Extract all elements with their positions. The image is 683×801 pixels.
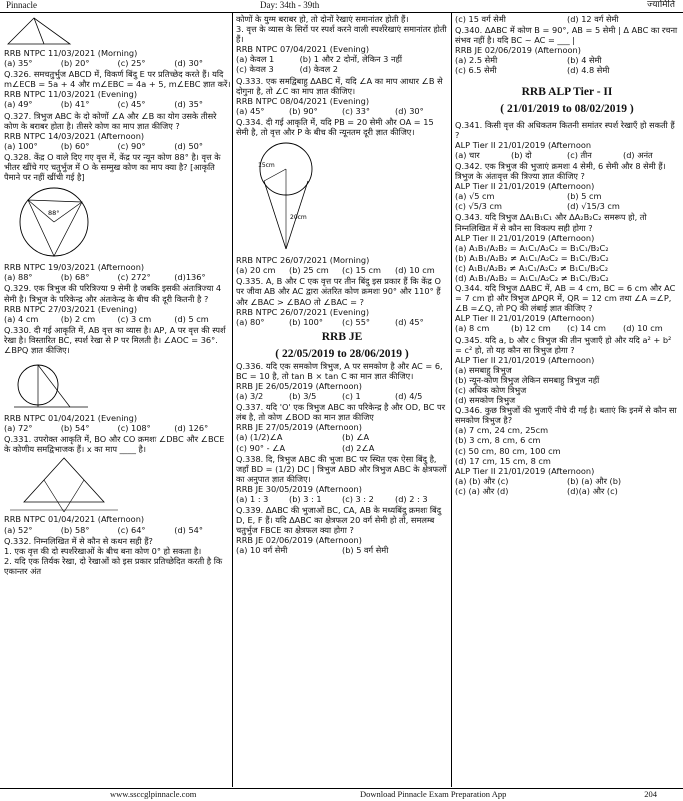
question-328: Q.328. केंद्र O वाले दिए गए वृत्त में, केंद्र पर न्यून कोण 88° है। वृत्त के भीतर खींचे गए चतुर्भुज में O के सम्मुख कोण का माप क्या है? [आकृति पैमाने पर नहीं खींची गई है]: [4, 151, 221, 183]
option[interactable]: (a) 10 वर्ग सेमी: [236, 545, 288, 556]
option[interactable]: (a) 3/2: [236, 391, 264, 402]
option[interactable]: (d) 50°: [174, 140, 203, 151]
question-345: Q.345. यदि a, b और c त्रिभुज की तीन भुजाएँ हो और यदि a² + b² = c² हो, तो यह कौन सा त्रिभुज होगा ?: [455, 334, 672, 355]
option[interactable]: (b) 60°: [60, 140, 90, 151]
source: ALP Tier II 21/01/2019 (Afternoon): [455, 354, 595, 365]
question-336: Q.336. यदि एक समकोण त्रिभुज, A पर समकोण है और AC = 6, BC = 10 है, तो tan B × tan C का मान ज्ञात कीजिए।: [236, 360, 443, 381]
statement: (a) 7 cm, 24 cm, 25cm: [455, 425, 549, 436]
options: [236, 432, 448, 452]
source: RRB NTPC 19/03/2021 (Afternoon): [4, 262, 145, 273]
option[interactable]: (c) 108°: [117, 423, 151, 434]
options: [455, 150, 679, 160]
options: [455, 476, 679, 496]
options: [236, 391, 448, 401]
question-329: Q.329. एक त्रिभुज की परित्रिज्या 9 सेमी है जबकि इसकी अंतःत्रिज्या 4 सेमी है। त्रिभुज के परिकेन्द्र और अंतःकेन्द्र के बीच की दूरी कितनी है ?: [4, 283, 222, 304]
section-title: RRB ALP Tier - II: [521, 85, 613, 98]
question-340: Q.340. ΔABC में कोण B = 90°, AB = 5 सेमी | Δ ABC का रचना संभव नहीं है। यदि BC ~ AC = ___ |: [455, 25, 678, 46]
option[interactable]: (a) (1/2)∠A: [236, 432, 283, 443]
option[interactable]: (d) 4.8 सेमी: [567, 65, 610, 76]
question-339: Q.339. ΔABC की भुजाओं BC, CA, AB के मध्यबिंदु क्रमशः बिंदु D, E, F हैं। यदि ΔABC का क्षेत्रफल 20 वर्ग सेमी हो तो, समलम्ब चतुर्भुज FBCE का क्षेत्रफल क्या होगा ?: [236, 505, 442, 536]
options: [236, 545, 448, 555]
option[interactable]: (a) 80°: [236, 316, 265, 327]
option[interactable]: (d) A₁B₁/A₂B₂ = A₁C₁/A₂C₂ ≠ B₁C₁/B₂C₂: [455, 272, 609, 283]
option[interactable]: (b) 3 : 1: [289, 494, 322, 504]
options: [236, 265, 448, 275]
footer-app-note: Download Pinnacle Exam Preparation App: [360, 789, 507, 799]
option[interactable]: (a) केवल 1: [236, 54, 275, 65]
source: RRB NTPC 01/04/2021 (Evening): [4, 413, 138, 424]
option[interactable]: (a) समबाहु त्रिभुज: [455, 364, 512, 375]
statement: (b) 3 cm, 8 cm, 6 cm: [455, 435, 541, 446]
question-335: Q.335. A, B और C एक वृत्त पर तीन बिंदु इस प्रकार हैं कि केंद्र O पर जीवा AB और AC द्वारा अंतरित कोण क्रमशः 90° और 110° हैं और ∠BAC > ∠BAO तो ∠BAC = ?: [236, 276, 441, 307]
option[interactable]: (b) 4 सेमी: [567, 55, 602, 66]
header-day: Day: 34th - 39th: [260, 0, 320, 10]
source: RRB NTPC 14/03/2021 (Afternoon): [4, 130, 145, 141]
q325-figure: [4, 14, 74, 48]
question-337: Q.337. यदि 'O' एक त्रिभुज ABC का परिकेन्द्र है और OD, BC पर लंब है, तो कोण ∠BOD का मान ज्ञात कीजिए: [236, 402, 446, 423]
option[interactable]: (b) (a) और (b): [567, 475, 622, 486]
options: [455, 14, 679, 24]
header-brand: Pinnacle: [6, 0, 37, 10]
options: [455, 243, 679, 283]
option[interactable]: (a) 35°: [4, 58, 33, 69]
source: ALP Tier II 21/01/2019 (Afternoon): [455, 313, 595, 324]
option[interactable]: (b) 41°: [60, 99, 90, 110]
option[interactable]: (c) 272°: [117, 272, 151, 283]
option[interactable]: (a) 2.5 सेमी: [455, 55, 498, 66]
option[interactable]: (d) अनंत: [623, 149, 653, 160]
options: [236, 317, 448, 327]
question-334: Q.334. दी गई आकृति में, यदि PB = 20 सेमी और OA = 15 सेमी है, तो वृत्त और P के बीच की न्यूनतम दूरी ज्ञात कीजिए।: [236, 116, 434, 138]
option[interactable]: (d) 2 : 3: [395, 494, 428, 504]
fig-label: 15cm: [258, 162, 275, 170]
question-346: Q.346. कुछ त्रिभुजों की भुजाएँ नीचे दी गई है। बताएं कि इनमें से कौन सा समकोण त्रिभुज है?: [455, 405, 677, 426]
option[interactable]: (d) 12 वर्ग सेमी: [567, 14, 619, 24]
source: RRB JE 26/05/2019 (Afternoon): [236, 380, 362, 391]
options: [236, 106, 448, 116]
question-330: Q.330. दी गई आकृति में, AB वृत्त का व्यास है। AP, A पर वृत्त की स्पर्श रेखा है। विस्तारित BC, स्पर्श रेखा से P पर मिलती है। ∠AOC = 36°. ∠BPQ ज्ञात कीजिए।: [4, 324, 226, 355]
q334-figure: [236, 137, 346, 255]
option[interactable]: (c) 3 cm: [117, 313, 152, 324]
statement: 3. वृत्त के व्यास के सिरों पर स्पर्श करने वाली स्पर्शरेखाएं समानांतर होती हैं।: [236, 24, 447, 45]
option[interactable]: (d) 4/5: [395, 391, 423, 402]
option[interactable]: (b) 1 और 2 दोनों, लेकिन 3 नहीं: [299, 54, 403, 65]
option[interactable]: (b) 90°: [289, 105, 318, 116]
header-topic: ज्यामिति: [647, 0, 675, 10]
option[interactable]: (c) (a) और (d): [455, 485, 509, 496]
options: [455, 323, 679, 333]
source: ALP Tier II 21/01/2019 (Afternoon: [455, 139, 592, 150]
statement-continued: कोणों के युग्म बराबर हो, तो दोनों रेखाएं समानांतर होती हैं।: [236, 14, 409, 24]
option[interactable]: (a) 88°: [4, 272, 33, 283]
option[interactable]: (b) दो: [511, 149, 532, 160]
q331-figure: [4, 454, 124, 514]
question-338: Q.338. दि, त्रिभुज ABC की भुजा BC पर स्थित एक ऐसा बिंदु है, जहाँ BD = (1/2) DC | त्रिभुज ABD और त्रिभुज ABC के क्षेत्रफलों का अनुपात ज्ञात कीजिए।: [236, 453, 447, 484]
section-title: RRB JE: [321, 330, 363, 343]
option[interactable]: (b) 5 cm: [567, 191, 602, 202]
source: RRB NTPC 26/07/2021 (Morning): [236, 255, 370, 266]
options: [236, 54, 448, 74]
question-344: Q.344. यदि त्रिभुज ΔABC में, AB = 4 cm, BC = 6 cm और AC = 7 cm हो और त्रिभुज ΔPQR में, QR = 12 cm तथा ∠A =∠P, ∠B =∠Q, तो PQ की लंबाई ज्ञात कीजिए ?: [455, 283, 676, 314]
column-divider: [232, 13, 233, 787]
option[interactable]: (b) न्यून-कोण त्रिभुज लेकिन समबाहु त्रिभुज नहीं: [455, 374, 600, 385]
footer-website[interactable]: www.ssccglpinnacle.com: [110, 789, 197, 799]
option[interactable]: (c) 55°: [342, 316, 371, 327]
options: [4, 272, 231, 282]
option[interactable]: (c) 45°: [117, 99, 146, 110]
statement: (d) 17 cm, 15 cm, 8 cm: [455, 455, 551, 466]
statement-list: [455, 425, 679, 465]
q328-circle-figure: [4, 182, 114, 262]
option[interactable]: (c) 6.5 सेमी: [455, 65, 497, 76]
options: [4, 141, 231, 151]
option[interactable]: (c) केवल 3: [236, 64, 274, 75]
option[interactable]: (d) √15/3 cm: [567, 201, 620, 212]
question-332: Q.332. निम्नलिखित में से कौन से कथन सही हैं?: [4, 535, 153, 546]
option[interactable]: (d) 45°: [395, 316, 424, 327]
options: [455, 55, 679, 75]
option[interactable]: (a) A₁B₁/A₂B₂ = A₁C₁/A₂C₂ = B₁C₁/B₂C₂: [455, 242, 609, 253]
option[interactable]: (b) 100°: [289, 316, 323, 327]
options: [4, 525, 231, 535]
options: [4, 314, 231, 324]
statement: (c) 50 cm, 80 cm, 100 cm: [455, 445, 561, 456]
page-footer: [0, 788, 683, 801]
option[interactable]: (a) 52°: [4, 524, 33, 535]
statement: 2. यदि एक तिर्यक रेखा, दो रेखाओं को इस प्रकार प्रतिच्छेदित करती है कि एकान्तर अंत: [4, 555, 223, 576]
option[interactable]: (c) 33°: [342, 105, 371, 116]
source: RRB NTPC 27/03/2021 (Evening): [4, 303, 138, 314]
option[interactable]: (c) 64°: [117, 524, 146, 535]
source: RRB JE 30/05/2019 (Afternoon): [236, 483, 362, 494]
option[interactable]: (b) ∠A: [342, 432, 370, 443]
option[interactable]: (d) 35°: [174, 99, 203, 110]
column-1: [4, 14, 231, 786]
option[interactable]: (a) चार: [455, 149, 480, 160]
option[interactable]: (a) 20 cm: [236, 265, 276, 276]
options: [455, 365, 679, 405]
source: ALP Tier II 21/01/2019 (Afternoon): [455, 181, 595, 192]
option[interactable]: (a) 100°: [4, 140, 38, 151]
column-3: [455, 14, 679, 786]
option[interactable]: (c) 14 cm: [567, 323, 606, 334]
option[interactable]: (d) केवल 2: [299, 64, 338, 75]
options: [4, 58, 231, 68]
source: RRB NTPC 07/04/2021 (Evening): [236, 44, 370, 55]
option[interactable]: (d)136°: [174, 272, 206, 283]
option[interactable]: (b) 12 cm: [511, 323, 551, 334]
option[interactable]: (d) 2∠A: [342, 442, 375, 453]
source: RRB NTPC 26/07/2021 (Evening): [236, 306, 370, 317]
section-dates: ( 22/05/2019 to 28/06/2019 ): [275, 347, 409, 360]
option[interactable]: (d) 126°: [174, 423, 209, 434]
option[interactable]: (c) 3 : 2: [342, 494, 374, 504]
option[interactable]: (c) 15 cm: [342, 265, 381, 276]
option[interactable]: (c) 90° - ∠A: [236, 442, 286, 453]
question-342: Q.342. एक त्रिभुज की भुजाएं क्रमशः 4 सेमी, 6 सेमी और 8 सेमी हैं। त्रिभुज के अंतःवृत्त की त्रिज्या ज्ञात कीजिए ?: [455, 160, 666, 182]
source: RRB NTPC 08/04/2021 (Evening): [236, 95, 370, 106]
option[interactable]: (d) 10 cm: [623, 323, 663, 334]
statement: 1. एक वृत्त की दो स्पर्शरेखाओं के बीच बना कोण 0° हो सकता है।: [4, 545, 202, 556]
page-number: 204: [644, 789, 657, 799]
option[interactable]: (a) √5 cm: [455, 191, 495, 202]
option[interactable]: (c) 90°: [117, 140, 146, 151]
option[interactable]: (c) तीन: [567, 149, 592, 160]
option[interactable]: (b) 2 cm: [60, 313, 96, 324]
option[interactable]: (c) 1: [342, 391, 361, 402]
option[interactable]: (d)(a) और (c): [567, 485, 618, 496]
option[interactable]: (d) 54°: [174, 524, 203, 535]
option[interactable]: (a) 72°: [4, 423, 33, 434]
question-331: Q.331. उपरोक्त आकृति में, BO और CO क्रमशः ∠DBC और ∠BCE के कोणीय समद्विभाजक हैं। x का माप ____ है।: [4, 434, 225, 455]
option[interactable]: (b) 25 cm: [289, 265, 329, 276]
question-343: Q.343. यदि त्रिभुज ΔA₁B₁C₁ और ΔA₂B₂C₂ समरूप हो, तो निम्नलिखित में से कौन सा विकल्प सही होगा ?: [455, 212, 647, 233]
options: [455, 191, 679, 211]
option[interactable]: (c) 15 वर्ग सेमी: [455, 14, 506, 24]
column-2: [236, 14, 448, 786]
option[interactable]: (a) 49°: [4, 99, 33, 110]
angle-label: 88°: [48, 209, 60, 218]
option[interactable]: (a) 1 : 3: [236, 494, 269, 504]
options: [4, 423, 231, 433]
option[interactable]: (b) 54°: [60, 423, 90, 434]
source: RRB JE 27/05/2019 (Afternoon): [236, 422, 362, 433]
source: RRB JE 02/06/2019 (Afternoon): [455, 45, 581, 56]
option[interactable]: (b) 68°: [60, 272, 90, 283]
option[interactable]: (a) 45°: [236, 105, 265, 116]
option[interactable]: (c) A₁B₁/A₂B₂ ≠ A₁C₁/A₂C₂ ≠ B₁C₁/B₂C₂: [455, 262, 609, 273]
q330-figure: [4, 355, 94, 413]
option[interactable]: (b) 20°: [60, 58, 90, 69]
question-341: Q.341. किसी वृत्त की अधिकतम कितनी समांतर स्पर्श रेखाएँ हो सकती हैं ?: [455, 119, 675, 140]
question-333: Q.333. एक समद्विबाहु ΔABC में, यदि ∠A का माप आधार ∠B से दोगुना है, तो ∠C का माप ज्ञात कीजिए।: [236, 75, 443, 96]
option[interactable]: (d) 5 cm: [174, 313, 209, 324]
source: RRB NTPC 01/04/2021 (Afternoon): [4, 514, 145, 525]
option[interactable]: (b) 5 वर्ग सेमी: [342, 545, 389, 556]
option[interactable]: (c) 25°: [117, 58, 146, 69]
option[interactable]: (c) √5/3 cm: [455, 201, 502, 212]
option[interactable]: (d) समकोण त्रिभुज: [455, 395, 516, 406]
page-header: [0, 0, 683, 13]
options: [236, 494, 448, 504]
option[interactable]: (b) 58°: [60, 524, 90, 535]
option[interactable]: (b) 3/5: [289, 391, 317, 402]
option[interactable]: (d) 30°: [174, 58, 203, 69]
source: RRB NTPC 11/03/2021 (Evening): [4, 89, 138, 100]
option[interactable]: (d) 10 cm: [395, 265, 435, 276]
option[interactable]: (c) अधिक कोण त्रिभुज: [455, 385, 527, 395]
source: ALP Tier II 21/01/2019 (Afternoon): [455, 232, 595, 243]
source: RRB NTPC 11/03/2021 (Morning): [4, 48, 138, 58]
fig-label: 20cm: [290, 214, 307, 222]
source: ALP Tier II 21/01/2019 (Afternoon): [455, 465, 595, 476]
option[interactable]: (a) (b) और (c): [455, 475, 509, 486]
question-326: Q.326. समचतुर्भुज ABCD में, विकर्ण बिंदु E पर प्रतिच्छेद करते हैं। यदि m∠ECB = 5a + 4 और m∠EBC = 4a + 5, m∠EBC ज्ञात करें।: [4, 69, 231, 90]
option[interactable]: (a) 8 cm: [455, 323, 490, 334]
option[interactable]: (d) 30°: [395, 105, 424, 116]
options: [4, 99, 231, 109]
column-divider: [451, 13, 452, 787]
option[interactable]: (b) A₁B₁/A₂B₂ ≠ A₁C₁/A₂C₂ = B₁C₁/B₂C₂: [455, 252, 609, 263]
source: RRB JE 02/06/2019 (Afternoon): [236, 535, 362, 546]
section-dates: ( 21/01/2019 to 08/02/2019 ): [500, 102, 634, 115]
option[interactable]: (a) 4 cm: [4, 313, 39, 324]
question-327: Q.327. त्रिभुज ABC के दो कोणों ∠A और ∠B का योग उसके तीसरे कोण के बराबर होता है। तीसरे कोण का माप ज्ञात कीजिए ?: [4, 110, 217, 131]
